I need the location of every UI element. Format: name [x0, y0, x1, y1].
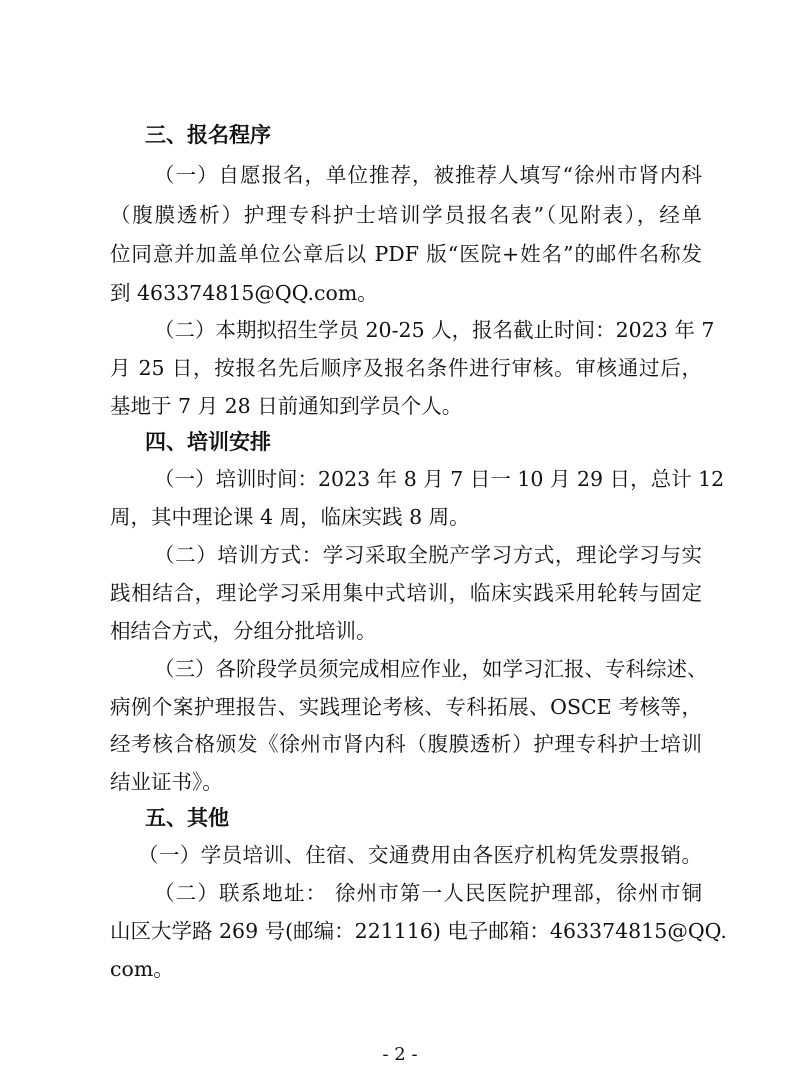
paragraph-line: （腹膜透析）护理专科护士培训学员报名表”（见附表），经单 — [110, 203, 702, 227]
paragraph-line: （三）各阶段学员须完成相应作业，如学习汇报、专科综述、 — [154, 657, 708, 681]
paragraph-line: （二）培训方式：学习采取全脱产学习方式，理论学习与实 — [154, 543, 702, 567]
paragraph-line: 结业证书》。 — [110, 770, 223, 794]
paragraph-line: 相结合方式，分组分批培训。 — [110, 619, 377, 643]
section-heading-registration: 三、报名程序 — [145, 123, 271, 147]
paragraph-line: 践相结合，理论学习采用集中式培训，临床实践采用轮转与固定 — [110, 581, 702, 605]
paragraph-line: 周，其中理论课 4 周，临床实践 8 周。 — [110, 505, 470, 529]
paragraph-line: com。 — [110, 957, 174, 981]
paragraph-line: 位同意并加盖单位公章后以 PDF 版“医院+姓名”的邮件名称发 — [110, 242, 702, 266]
paragraph-line: （一）学员培训、住宿、交通费用由各医疗机构凭发票报销。 — [138, 843, 702, 867]
paragraph-line: （一）自愿报名，单位推荐，被推荐人填写“徐州市肾内科 — [154, 163, 702, 187]
paragraph-line: （二）联系地址： 徐州市第一人民医院护理部，徐州市铜 — [154, 881, 702, 905]
section-heading-training: 四、培训安排 — [145, 430, 271, 454]
paragraph-line: 到 463374815@QQ.com。 — [110, 281, 378, 305]
section-heading-other: 五、其他 — [145, 806, 229, 830]
page-number: - 2 - — [382, 1044, 418, 1065]
paragraph-line: （一）培训时间：2023 年 8 月 7 日一 10 月 29 日，总计 12 — [154, 467, 725, 491]
paragraph-line: 基地于 7 月 28 日前通知到学员个人。 — [110, 394, 463, 418]
paragraph-line: 病例个案护理报告、实践理论考核、专科拓展、OSCE 考核等， — [110, 695, 702, 719]
paragraph-line: 月 25 日，按报名先后顺序及报名条件进行审核。审核通过后， — [110, 356, 702, 380]
paragraph-line: 山区大学路 269 号(邮编：221116) 电子邮箱：463374815@QQ. — [110, 919, 727, 943]
paragraph-line: 经考核合格颁发《徐州市肾内科（腹膜透析）护理专科护士培训 — [110, 732, 702, 756]
paragraph-line: （二）本期拟招生学员 20-25 人，报名截止时间：2023 年 7 — [154, 318, 715, 342]
